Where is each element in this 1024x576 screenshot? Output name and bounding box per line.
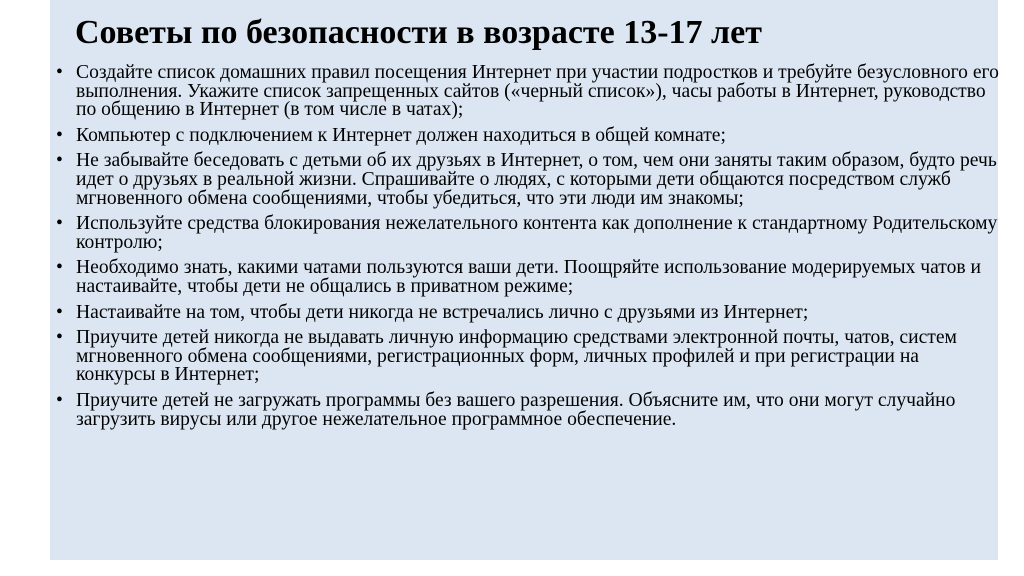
- bullet-item: [55, 329, 1000, 385]
- bullet-list: [55, 64, 1000, 436]
- bullet-item: [55, 259, 1000, 296]
- bullet-icon: •: [56, 327, 63, 349]
- bullet-item: [55, 124, 1000, 146]
- bullet-icon: •: [56, 301, 63, 323]
- bullet-text: Настаивайте на том, чтобы дети никогда не встречались лично с друзьями из Интернет;: [76, 301, 809, 323]
- bullet-text: Создайте список домашних правил посещения Интернет при участии подростков и требуйте безусловного его выполнения. Укажите список запрещенных сайтов («черный список»), часы работы в Интернет, руководство по общению в Интернет (в том числе в чатах);: [76, 62, 999, 121]
- bullet-icon: •: [56, 62, 63, 83]
- bullet-icon: •: [56, 150, 63, 172]
- bullet-text: Приучите детей никогда не выдавать личную информацию средствами электронной почты, чатов, систем мгновенного обмена сообщениями, регистрационных форм, личных профилей и при регистрации на конкурсы в Интернет;: [76, 327, 957, 386]
- bullet-text: Не забывайте беседовать с детьми об их друзьях в Интернет, о том, чем они заняты таким образом, будто речь идет о друзьях в реальной жизни. Спрашивайте о людях, с которыми дети общаются посредством служб мгновенного обмена сообщениями, чтобы убедиться, что эти люди им знакомы;: [76, 150, 997, 209]
- bullet-text: Приучите детей не загружать программы без вашего разрешения. Объясните им, что они могут случайно загрузить вирусы или другое нежелательное программное обеспечение.: [76, 389, 956, 430]
- bullet-item: [55, 64, 1000, 120]
- bullet-icon: •: [56, 213, 63, 235]
- bullet-icon: •: [56, 124, 63, 146]
- bullet-text: Компьютер с подключением к Интернет должен находиться в общей комнате;: [76, 124, 726, 146]
- bullet-icon: •: [56, 257, 63, 279]
- bullet-icon: •: [56, 389, 63, 411]
- bullet-item: [55, 152, 1000, 208]
- bullet-text: Необходимо знать, какими чатами пользуются ваши дети. Поощряйте использование модерируемых чатов и настаивайте, чтобы дети не общались в приватном режиме;: [76, 257, 982, 297]
- bullet-item: [55, 389, 1000, 430]
- bullet-text: Используйте средства блокирования нежелательного контента как дополнение к стандартному Родительскому контролю;: [76, 213, 998, 253]
- slide-title: Советы по безопасности в возрасте 13-17 лет: [75, 14, 762, 51]
- bullet-item: [55, 215, 1000, 252]
- bullet-item: [55, 301, 1000, 323]
